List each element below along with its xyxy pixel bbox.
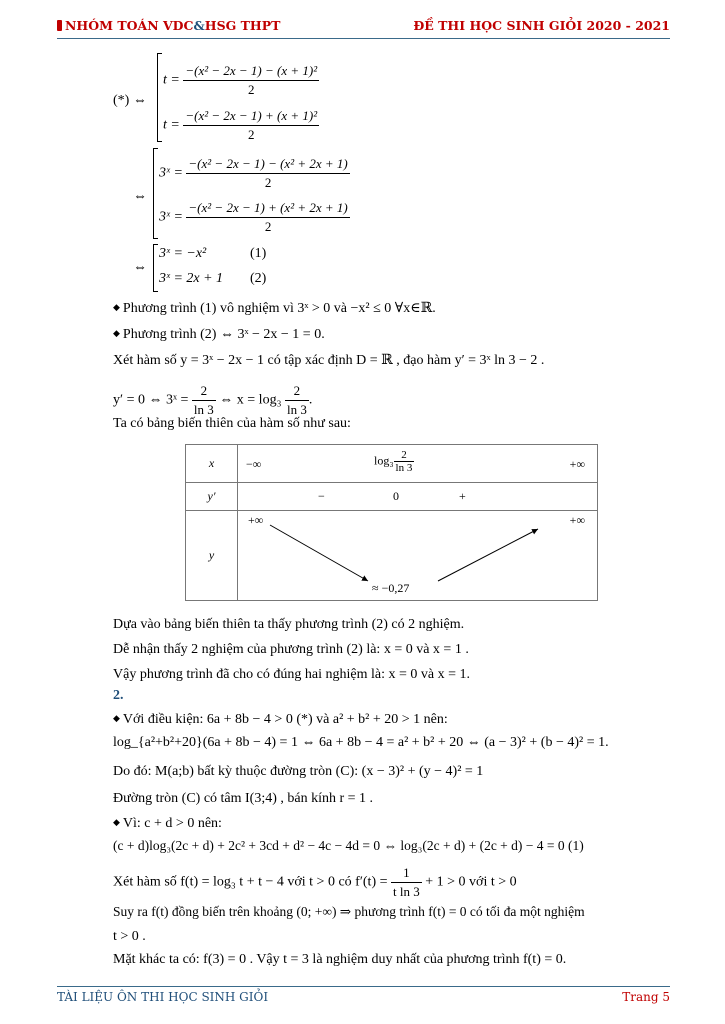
- line-ft-function: [113, 864, 517, 901]
- l4b: ⇔ x = log₃: [219, 392, 282, 408]
- l4-end: .: [308, 392, 313, 408]
- eq-t1-num: −(x² − 2x − 1) − (x + 1)²: [183, 62, 319, 81]
- eq-3x1-num: −(x² − 2x − 1) − (x² + 2x + 1): [186, 155, 349, 174]
- eq-3x2-frac: [186, 199, 349, 236]
- l4-frac-1: [192, 382, 216, 419]
- arrow-down: [270, 525, 368, 581]
- y-right-inf: +∞: [569, 513, 585, 528]
- bracket-3: [153, 244, 158, 292]
- row-y-values: [238, 511, 598, 601]
- line-circle-center: Đường tròn (C) có tâm I(3;4) , bán kính r = 1 .: [113, 791, 374, 806]
- x-log-den: ln 3: [395, 462, 413, 474]
- l4-den-2: ln 3: [286, 402, 307, 417]
- eq-t2-num: −(x² − 2x − 1) + (x + 1)²: [183, 107, 319, 126]
- yprime-zero: 0: [393, 489, 399, 504]
- three-x-label: 3ˣ =: [159, 165, 183, 181]
- eq-t2-frac: [183, 107, 319, 144]
- variation-table: [185, 444, 598, 601]
- line-unique-solution: Mặt khác ta có: f(3) = 0 . Vậy t = 3 là nghiệm duy nhất của phương trình f(t) = 0.: [113, 952, 567, 967]
- eq-3x1-frac: [186, 155, 349, 192]
- header-left-b: HSG THPT: [204, 18, 281, 33]
- l4-frac-2: [285, 382, 309, 419]
- l16-num: 1: [391, 864, 422, 883]
- x-log-num: 2: [394, 449, 415, 462]
- t-eq-label-2: t =: [163, 117, 180, 133]
- x-critical: [374, 449, 414, 474]
- row-label-y: y: [186, 511, 238, 601]
- l16a: Xét hàm số f(t) = log₃ t + t − 4 với t > 0 có f′(t) =: [113, 874, 388, 890]
- l4a: y′ = 0 ⇔ 3ˣ =: [113, 392, 189, 408]
- eq-3x-2: [159, 199, 350, 236]
- sys-tag-2: (2): [250, 271, 267, 286]
- l16-frac: [391, 864, 422, 901]
- bracket-1: [157, 53, 162, 142]
- line-solutions: Dễ nhận thấy 2 nghiệm của phương trình (2) là: x = 0 và x = 1 .: [113, 642, 469, 657]
- yprime-plus: +: [459, 489, 466, 504]
- line-cd-equation: (c + d)log₃(2c + d) + 2c² + 3cd + d² − 4c − 4d = 0 ⇔ log₃(2c + d) + (2c + d) − 4 = 0 (1): [113, 838, 584, 853]
- footer-left: TÀI LIỆU ÔN THI HỌC SINH GIỎI: [57, 990, 269, 1004]
- star-iff: (*) ⇔: [113, 93, 147, 108]
- header-amp: &: [193, 18, 205, 33]
- sys-tag-1: (1): [250, 246, 267, 261]
- y-left-inf: +∞: [248, 513, 264, 528]
- line-eq1-no-solution: [113, 298, 436, 318]
- bullet-icon: ◆: [113, 302, 120, 312]
- line-log-equation: log_{a²+b²+20}(6a + 8b − 4) = 1 ⇔ 6a + 8b − 4 = a² + b² + 20 ⇔ (a − 3)² + (b − 4)² = 1.: [113, 735, 609, 750]
- header-left-a: NHÓM TOÁN VDC: [65, 18, 194, 33]
- sys-eq-2: 3ˣ = 2x + 1: [159, 271, 224, 286]
- row-x-values: [238, 445, 598, 483]
- three-x-label-2: 3ˣ =: [159, 209, 183, 225]
- eq-3x-1: [159, 155, 350, 192]
- line-table-intro: Ta có bảng biến thiên của hàm số như sau:: [113, 416, 351, 431]
- group-logo-icon: [57, 20, 62, 31]
- line-condition: [113, 709, 448, 729]
- page-header: [57, 18, 670, 39]
- yprime-minus: −: [318, 489, 325, 504]
- x-minus-inf: −∞: [246, 457, 262, 471]
- t-eq-label: t =: [163, 72, 180, 88]
- l14-text: Vì: c + d > 0 nên:: [122, 816, 222, 831]
- l10-text: Với điều kiện: 6a + 8b − 4 > 0 (*) và a² + b² + 20 > 1 nên:: [122, 712, 448, 727]
- line-function: Xét hàm số y = 3ˣ − 2x − 1 có tập xác định D = ℝ , đạo hàm y′ = 3ˣ ln 3 − 2 .: [113, 353, 545, 368]
- sys-eq-1: 3ˣ = −x²: [159, 246, 207, 261]
- l16b: + 1 > 0 với t > 0: [425, 874, 517, 890]
- line-monotone: Suy ra f(t) đồng biến trên khoảng (0; +∞) ⇒ phương trình f(t) = 0 có tối đa một nghiệm: [113, 904, 585, 919]
- bullet-icon: ◆: [113, 817, 120, 827]
- line-eq2: [113, 324, 325, 344]
- eq-t1: [163, 62, 319, 99]
- row-label-yprime: y′: [186, 483, 238, 511]
- l16-den: t ln 3: [393, 884, 420, 899]
- l2-text: Phương trình (2) ⇔ 3ˣ − 2x − 1 = 0.: [122, 327, 325, 342]
- row-yprime-values: [238, 483, 598, 511]
- l1-text: Phương trình (1) vô nghiệm vì 3ˣ > 0 và −x² ≤ 0 ∀x∈ℝ.: [122, 301, 436, 316]
- bullet-icon: ◆: [113, 328, 120, 338]
- eq-3x2-num: −(x² − 2x − 1) + (x² + 2x + 1): [186, 199, 349, 218]
- eq-3x1-den: 2: [264, 175, 272, 190]
- x-log-frac: [394, 449, 415, 474]
- page-footer: [57, 986, 670, 1004]
- iff-2: ⇔: [133, 189, 147, 204]
- arrow-up: [438, 529, 538, 581]
- header-exam-title: ĐỀ THI HỌC SINH GIỎI 2020 - 2021: [413, 18, 670, 33]
- eq-t1-den: 2: [247, 82, 255, 97]
- y-min-value: ≈ −0,27: [372, 581, 410, 596]
- line-cd-condition: [113, 813, 222, 833]
- eq-t2: [163, 107, 319, 144]
- l4-num-1: 2: [192, 382, 216, 401]
- line-two-solutions: Dựa vào bảng biến thiên ta thấy phương trình (2) có 2 nghiệm.: [113, 617, 465, 632]
- bracket-2: [153, 148, 158, 239]
- bullet-icon: ◆: [113, 713, 120, 723]
- l4-den-1: ln 3: [193, 402, 214, 417]
- x-plus-inf: +∞: [569, 457, 585, 471]
- page-number: Trang 5: [622, 990, 670, 1004]
- iff-3: ⇔: [133, 260, 147, 275]
- eq-t2-den: 2: [247, 127, 255, 142]
- header-group-name: [57, 18, 280, 33]
- row-label-x: x: [186, 445, 238, 483]
- line-t-positive: t > 0 .: [113, 929, 146, 944]
- part-2-label: 2.: [113, 688, 124, 703]
- eq-3x2-den: 2: [264, 219, 272, 234]
- eq-t1-frac: [183, 62, 319, 99]
- line-circle: Do đó: M(a;b) bất kỳ thuộc đường tròn (C): (x − 3)² + (y − 4)² = 1: [113, 764, 484, 779]
- l4-num-2: 2: [285, 382, 309, 401]
- variation-arrows: [238, 511, 598, 600]
- line-conclusion: Vậy phương trình đã cho có đúng hai nghiệm là: x = 0 và x = 1.: [113, 667, 470, 682]
- x-log-label: log₃: [374, 453, 394, 468]
- line-derivative-zero: [113, 382, 312, 419]
